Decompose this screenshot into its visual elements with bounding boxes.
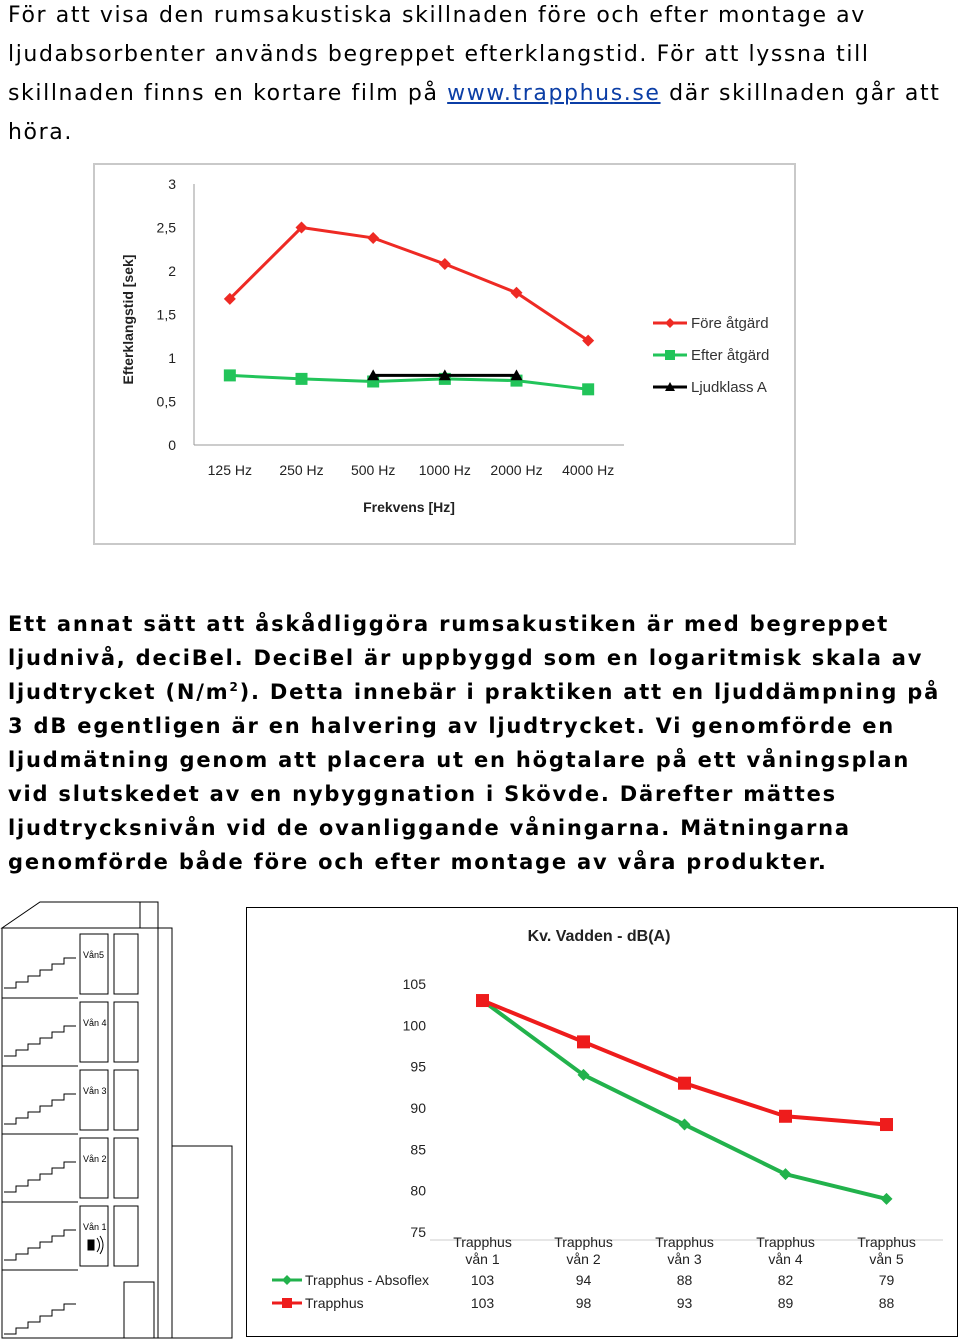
table-cell: 103	[470, 1272, 495, 1288]
data-point	[577, 1035, 590, 1048]
x-tick-label: vån 2	[566, 1251, 601, 1267]
floor-label-2: Vån 2	[83, 1154, 107, 1164]
floor-label-3: Vån 3	[83, 1086, 107, 1096]
table-cell: 93	[676, 1295, 693, 1311]
decibel-chart-svg	[247, 908, 954, 1333]
floor-label-4: Vån 4	[83, 1018, 107, 1028]
legend-label: Ljudklass A	[691, 379, 767, 396]
legend-marker	[282, 1298, 292, 1308]
intro-paragraph	[8, 0, 953, 152]
y-axis-title: Efterklangstid [sek]	[120, 254, 136, 385]
y-tick-label: 105	[402, 976, 426, 992]
legend-label: Före åtgärd	[691, 315, 769, 332]
superscript: 2	[229, 680, 240, 694]
data-point	[439, 258, 451, 270]
x-tick-label: 1000 Hz	[418, 462, 471, 478]
table-cell: 82	[777, 1272, 794, 1288]
intro-text: För att visa den rumsakustiska skillnaden före och efter montage av ljudabsorbenter används begreppet efterklangstid. För att lyssna till skillnaden finns en kortare film på	[8, 3, 870, 106]
floor-label-5: Vån5	[83, 950, 105, 960]
y-tick-label: 2	[168, 263, 176, 279]
series-1	[224, 347, 770, 395]
data-point	[296, 373, 308, 385]
data-point	[367, 232, 379, 244]
table-cell: 94	[575, 1272, 592, 1288]
legend-label: Trapphus	[305, 1295, 364, 1311]
y-tick-label: 3	[168, 176, 176, 192]
y-tick-label: 85	[410, 1141, 426, 1158]
table-cell: 79	[878, 1272, 895, 1288]
x-tick-label: Trapphus	[655, 1234, 714, 1250]
x-tick-label: 500 Hz	[350, 462, 396, 478]
chart-title: Kv. Vadden - dB(A)	[527, 928, 671, 945]
floor-label-1: Vån 1	[83, 1222, 107, 1232]
x-tick-label: Trapphus	[756, 1234, 815, 1250]
series-0	[224, 222, 769, 347]
y-tick-label: 95	[410, 1058, 426, 1075]
table-cell: 88	[676, 1272, 693, 1288]
decibel-text: Ett annat sätt att åskådliggöra rumsakustiken är med begreppet ljudnivå, deciBel. DeciBel är uppbyggd som en logaritmisk skala av ljudtrycket (N/m	[8, 612, 924, 704]
table-cell: 88	[878, 1295, 895, 1311]
table-cell: 98	[575, 1295, 592, 1311]
table-cell: 103	[470, 1295, 495, 1311]
decibel-text-end: ). Detta innebär i praktiken att en ljuddämpning på 3 dB egentligen är en halvering av ljudtrycket. Vi genomförde en ljudmätning genom att placera ut en högtalare på ett våningsplan vid slutskedet av en nybyggnation i Skövde. Därefter mättes ljudtrycksnivån vid de ovanliggande våningarna. Mätningarna genomförde både före och efter montage av våra produkter.	[8, 680, 941, 874]
y-tick-label: 90	[410, 1100, 426, 1116]
stairwell-building-diagram	[0, 898, 240, 1340]
x-tick-label: Trapphus	[857, 1234, 916, 1250]
intro-text-end: där skillnaden går att höra.	[8, 81, 941, 145]
x-tick-label: Trapphus	[554, 1234, 613, 1250]
series-line	[483, 1001, 887, 1199]
data-point	[779, 1110, 792, 1123]
x-tick-label: Trapphus	[453, 1234, 512, 1250]
x-tick-label: vån 1	[465, 1251, 500, 1267]
y-tick-label: 80	[410, 1182, 426, 1199]
data-point	[881, 1193, 893, 1205]
y-tick-label: 0,5	[156, 393, 176, 410]
y-tick-label: 0	[168, 437, 176, 453]
y-tick-label: 2,5	[156, 219, 176, 236]
series-line	[483, 1001, 887, 1125]
x-tick-label: vån 3	[667, 1251, 702, 1267]
y-tick-label: 75	[410, 1224, 426, 1240]
x-tick-label: 125 Hz	[207, 462, 253, 478]
x-tick-label: 250 Hz	[279, 462, 324, 478]
legend-marker	[665, 350, 675, 360]
data-point	[678, 1077, 691, 1090]
legend-label: Trapphus - Absoflex	[305, 1272, 429, 1288]
decibel-chart	[246, 907, 958, 1337]
x-tick-label: 4000 Hz	[562, 462, 615, 478]
x-tick-label: vån 4	[768, 1251, 803, 1267]
legend-marker	[282, 1275, 292, 1285]
y-tick-label: 1,5	[156, 306, 176, 323]
trapphus-link[interactable]: www.trapphus.se	[447, 81, 661, 106]
reverberation-chart-svg	[95, 165, 794, 543]
table-cell: 89	[777, 1295, 794, 1311]
data-point	[582, 383, 594, 395]
series-line	[230, 228, 588, 341]
reverberation-chart	[93, 163, 796, 545]
y-tick-label: 1	[168, 350, 176, 366]
x-axis-title: Frekvens [Hz]	[363, 499, 455, 515]
decibel-paragraph	[8, 607, 956, 879]
series-line	[230, 375, 588, 389]
series-2	[367, 369, 767, 396]
legend-label: Efter åtgärd	[691, 347, 770, 364]
legend-marker	[665, 318, 675, 328]
y-tick-label: 100	[402, 1017, 426, 1034]
x-tick-label: vån 5	[869, 1251, 904, 1267]
data-point	[224, 369, 236, 381]
data-point	[476, 994, 489, 1007]
x-tick-label: 2000 Hz	[490, 462, 543, 478]
data-point	[880, 1118, 893, 1131]
